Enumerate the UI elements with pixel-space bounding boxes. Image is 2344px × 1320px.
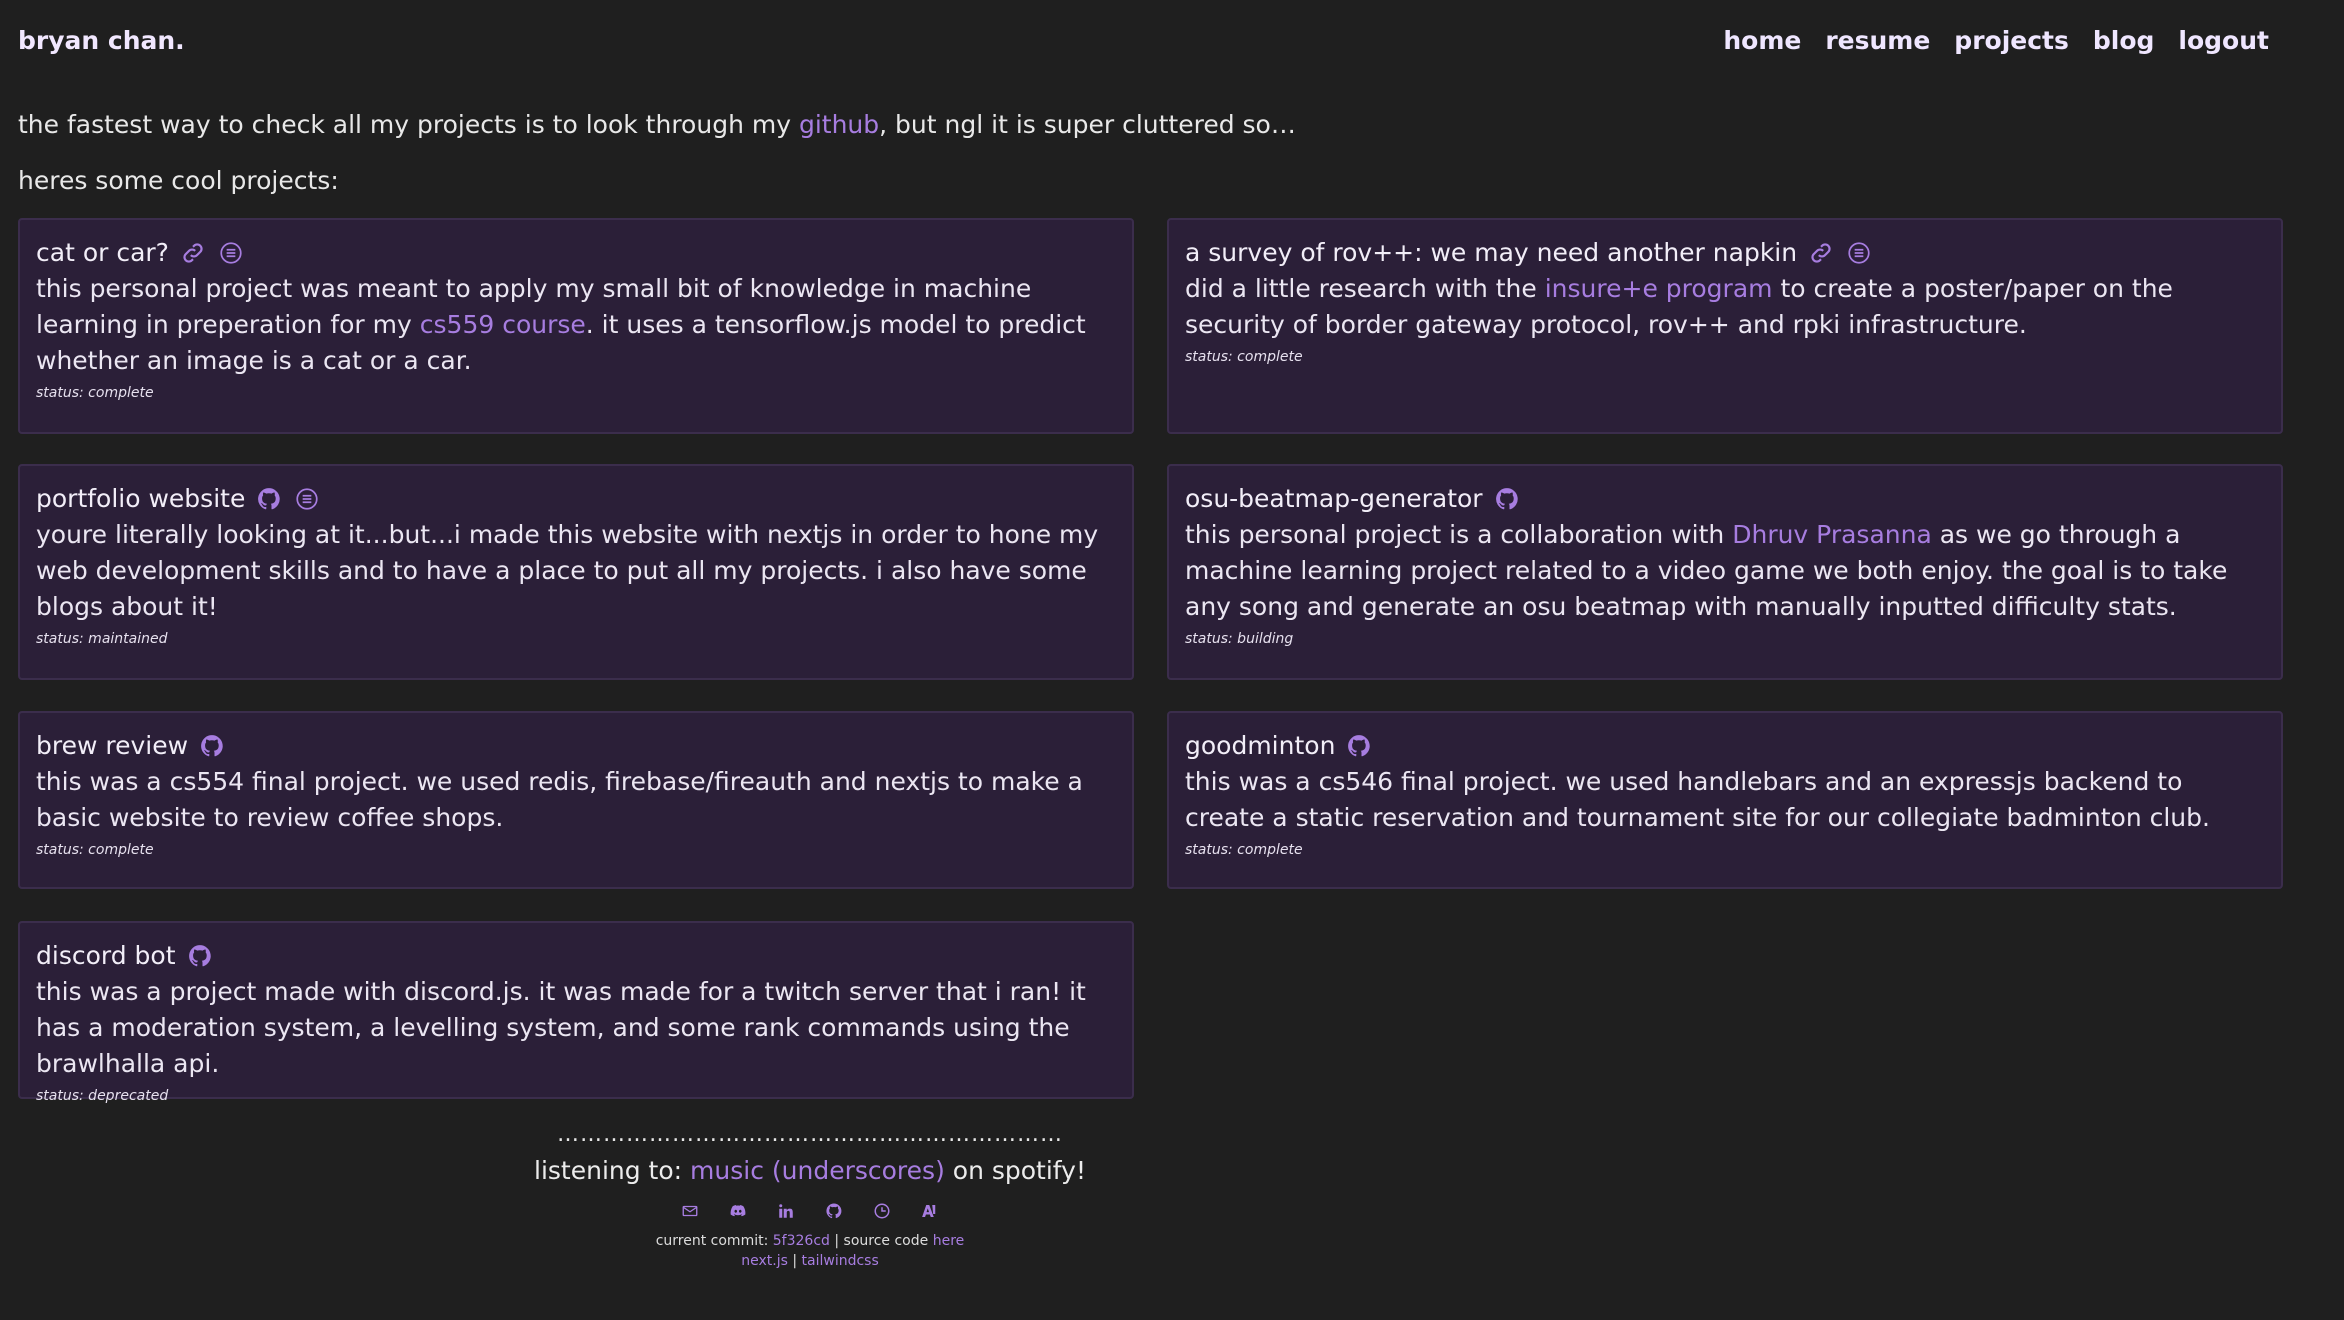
status-label: status: maintained [36,631,168,647]
document-icon[interactable] [217,239,245,267]
nav-home[interactable]: home [1723,26,1802,55]
tailwind-link[interactable]: tailwindcss [801,1253,879,1269]
project-title-text: osu-beatmap-generator [1185,484,1483,513]
github-icon[interactable] [824,1201,844,1221]
nextjs-link[interactable]: next.js [741,1253,788,1269]
header [18,26,2344,66]
status-label: status: complete [1185,349,1303,365]
status-label: status: building [1185,631,1294,647]
project-description: this was a cs554 final project. we used redis, firebase/fireauth and nextjs to make a basic website to review coffee shops. [36,767,1083,832]
intro-post: , but ngl it is super cluttered so… [879,110,1296,139]
document-icon[interactable] [293,485,321,513]
project-title [1185,484,2265,513]
github-icon[interactable] [186,942,214,970]
project-description: did a little research with the insure+e program to create a poster/paper on the security of border gateway protocol, rov++ and rpki infrastructure. [1185,274,2173,339]
document-icon[interactable] [1845,239,1873,267]
project-title [1185,731,2265,760]
project-card-discord-bot [18,921,1134,1104]
nav-logout[interactable]: logout [2178,26,2269,55]
project-description: youre literally looking at it...but...i made this website with nextjs in order to hone my web development skills and to have a place to put all my projects. i also have some blogs about it! [36,520,1099,621]
footer [0,1124,1620,1269]
github-icon[interactable] [255,485,283,513]
collaborator-link[interactable]: Dhruv Prasanna [1732,520,1932,549]
project-description: this was a cs546 final project. we used handlebars and an expressjs backend to create a static reservation and tournament site for our collegiate badminton club. [1185,767,2210,832]
project-title [1185,238,2265,267]
project-title [36,484,1116,513]
status-label: status: complete [1185,842,1303,858]
project-title-text: portfolio website [36,484,246,513]
project-card-portfolio-website [18,464,1134,680]
site-brand[interactable]: bryan chan. [18,26,185,55]
social-links [0,1201,1620,1221]
nav-blog[interactable]: blog [2092,26,2155,55]
mail-icon[interactable] [680,1201,700,1221]
project-card-brew-review [18,711,1134,889]
project-card-rov-survey [1167,218,2283,434]
spotify-track-link[interactable]: music (underscores) [690,1156,945,1185]
source-code-link[interactable]: here [932,1233,965,1249]
project-description: this was a project made with discord.js. it was made for a twitch server that i ran! it has a moderation system, a levelling system, and some rank commands using the brawlhalla api. [36,977,1086,1078]
clock-icon[interactable] [872,1201,892,1221]
status-label: status: complete [36,842,154,858]
project-title [36,238,1116,267]
commit-hash-link[interactable]: 5f326cd [772,1233,830,1249]
project-description: this personal project is a collaboration with Dhruv Prasanna as we go through a machine learning project related to a video game we both enjoy. the goal is to take any song and generate an osu beatmap with manually inputted difficulty stats. [1185,520,2228,621]
projects-subheading: heres some cool projects: [18,166,339,195]
status-label: status: complete [36,385,154,401]
intro-pre: the fastest way to check all my projects is to look through my [18,110,799,139]
footer-divider: ………………………………………………………… [557,1122,1063,1147]
commit-info: current commit: 5f326cd | source code here [655,1233,965,1249]
program-link[interactable]: insure+e program [1544,274,1773,303]
project-title-text: brew review [36,731,189,760]
link-icon[interactable] [179,239,207,267]
project-title-text: goodminton [1185,731,1336,760]
linkedin-icon[interactable] [776,1201,796,1221]
project-title-text: cat or car? [36,238,169,267]
github-icon[interactable] [198,732,226,760]
course-link[interactable]: cs559 course [419,310,586,339]
nav-projects[interactable]: projects [1954,26,2069,55]
github-link[interactable]: github [798,110,880,139]
status-label: status: deprecated [36,1088,169,1104]
project-description: this personal project was meant to apply my small bit of knowledge in machine learning in preperation for my cs559 course. it uses a tensorflow.js model to predict whether an image is a cat or a car. [36,274,1086,375]
anilist-icon[interactable] [920,1201,940,1221]
discord-icon[interactable] [728,1201,748,1221]
project-title-text: discord bot [36,941,176,970]
project-title-text: a survey of rov++: we may need another napkin [1185,238,1798,267]
tech-stack: next.js | tailwindcss [741,1253,879,1269]
nav-resume[interactable]: resume [1825,26,1931,55]
nav-bar [1723,26,2269,55]
now-playing: listening to: music (underscores) on spotify! [534,1156,1086,1185]
intro-text [18,110,1296,139]
project-card-osu-beatmap-generator [1167,464,2283,680]
link-icon[interactable] [1807,239,1835,267]
project-title [36,941,1116,970]
github-icon[interactable] [1345,732,1373,760]
github-icon[interactable] [1493,485,1521,513]
project-card-cat-or-car [18,218,1134,434]
project-title [36,731,1116,760]
project-card-goodminton [1167,711,2283,889]
